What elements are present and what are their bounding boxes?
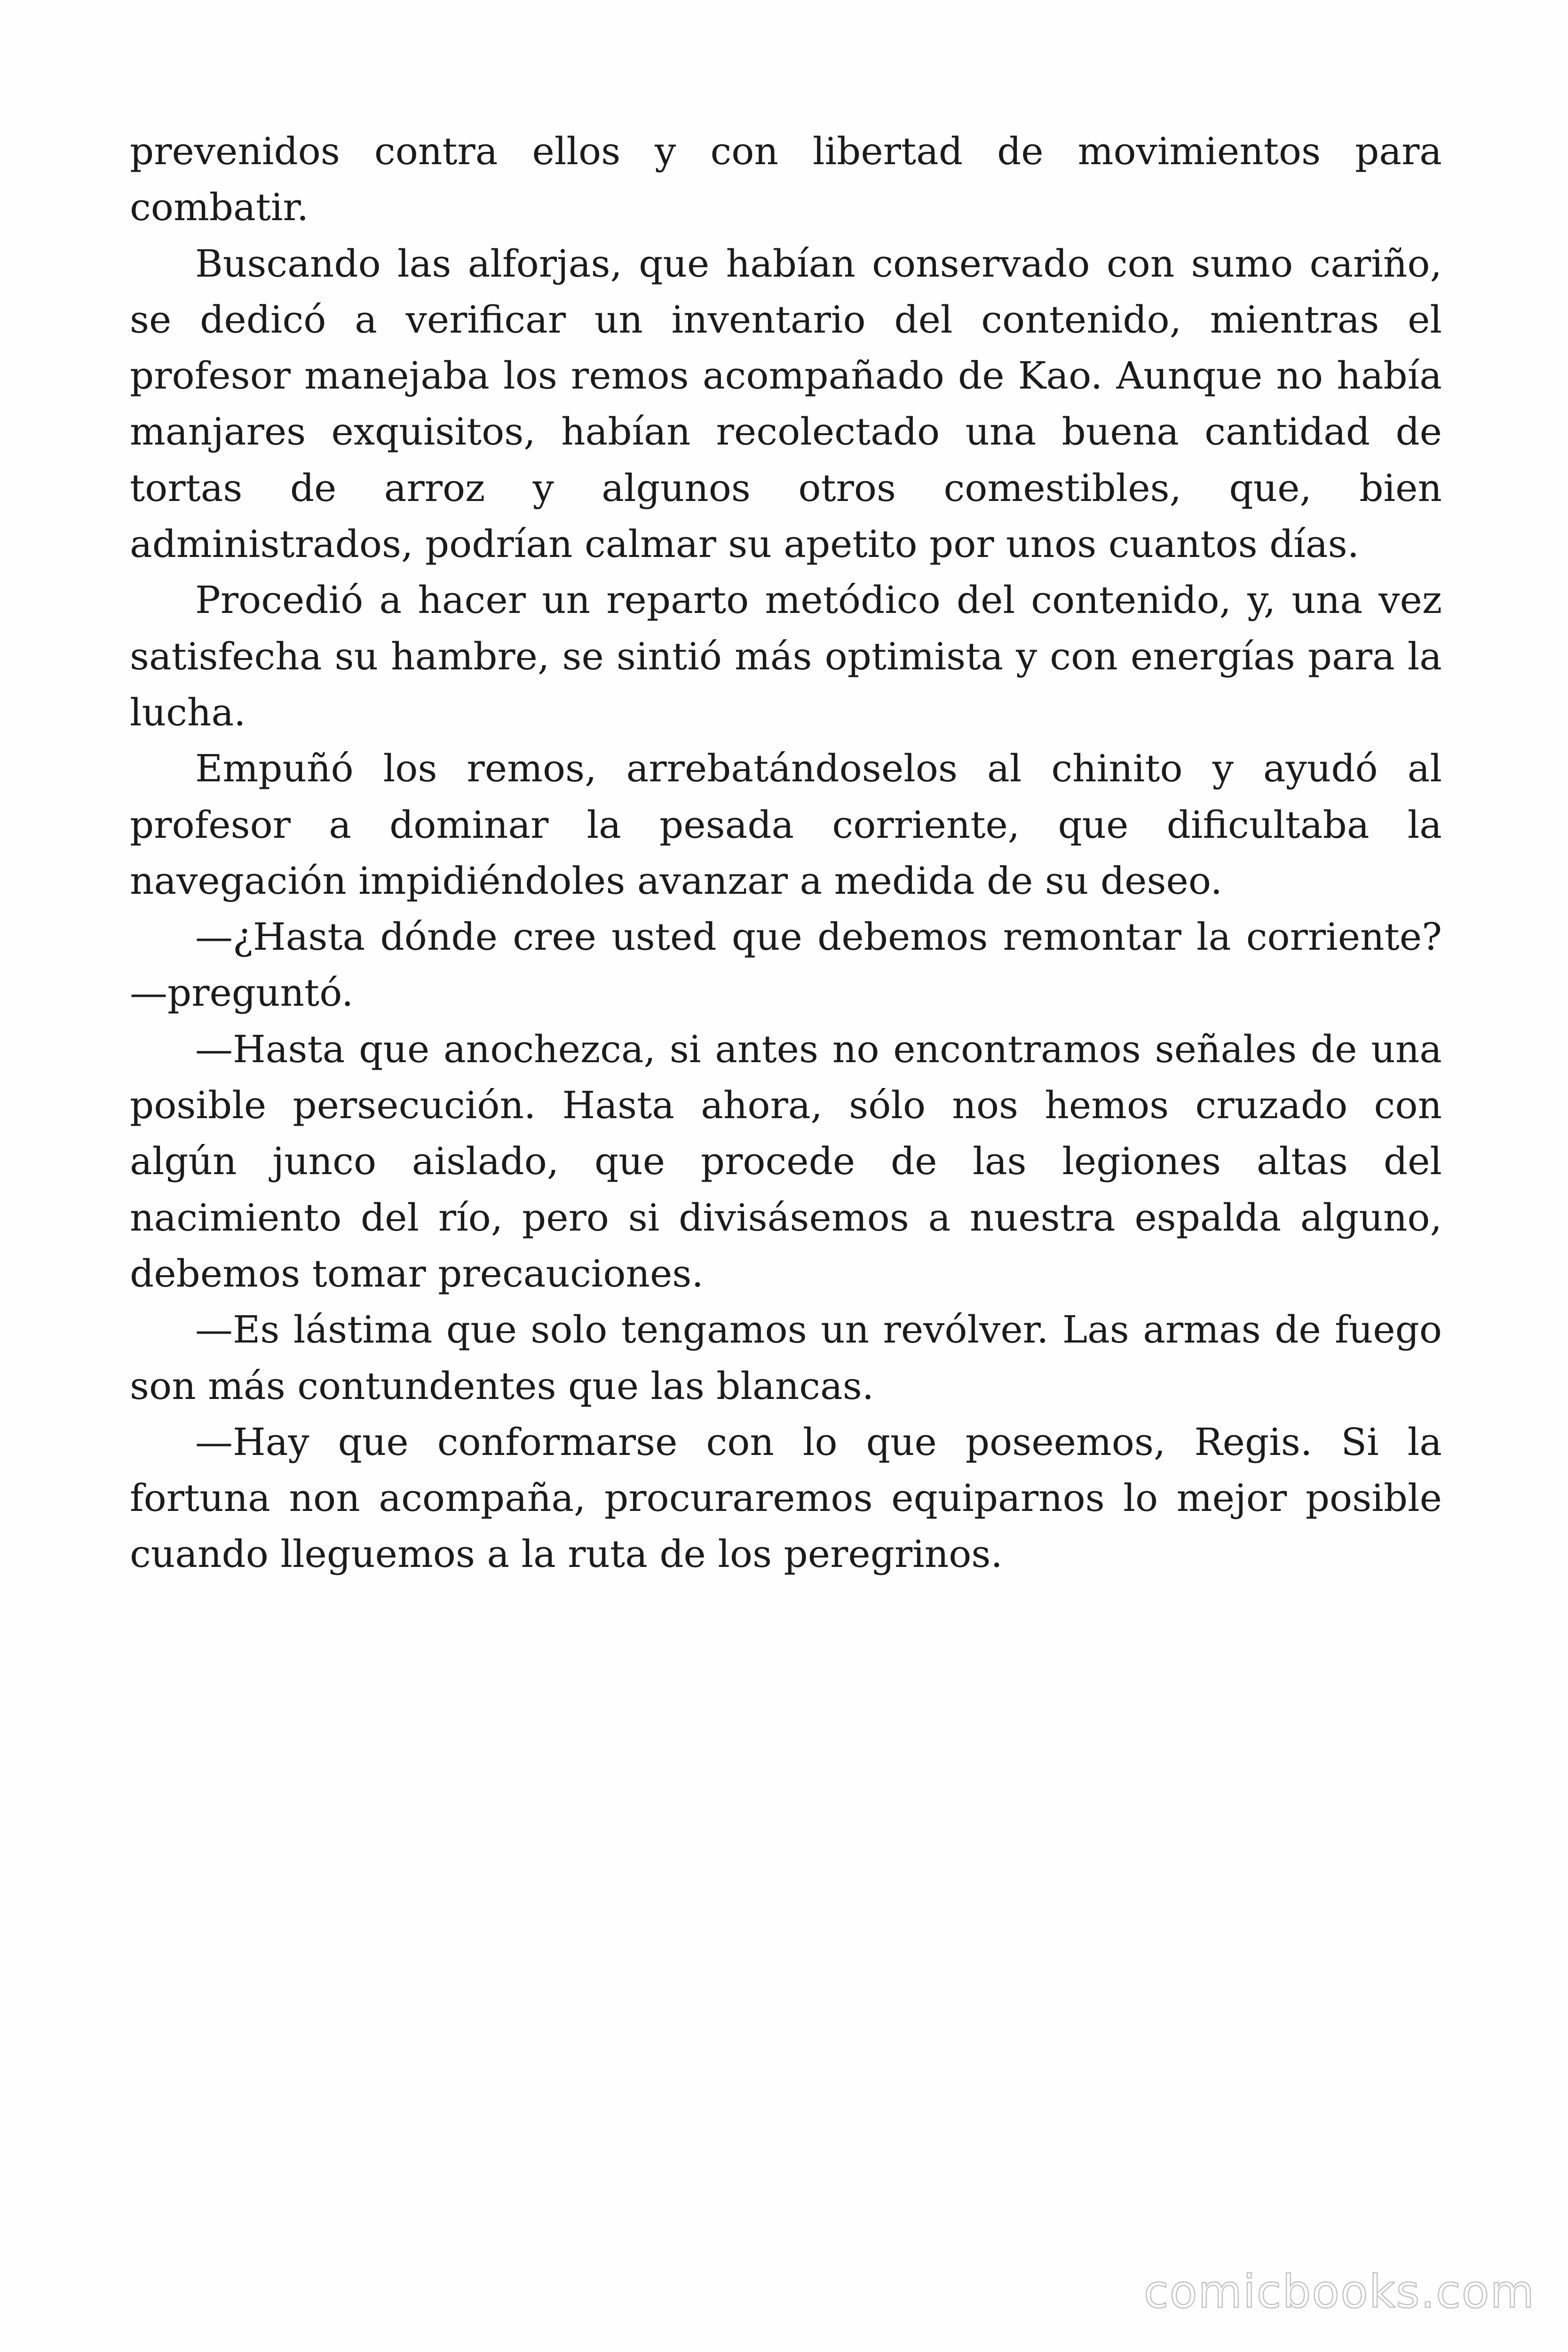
watermark: comicbooks.com	[1143, 2265, 1535, 2318]
paragraph: Buscando las alforjas, que habían conservado con sumo cariño, se dedicó a verificar un inventario del contenido, mientras el profesor manejaba los remos acompañado de Kao. Aunque no había manjares exquisitos, habían recolectado una buena cantidad de tortas de arroz y algunos otros comestibles, que, bien administrados, podrían calmar su apetito por unos cuantos días.	[130, 241, 1442, 566]
body-text	[130, 123, 1442, 1582]
paragraph: Procedió a hacer un reparto metódico del contenido, y, una vez satisfecha su hambre, se sintió más optimista y con energías para la lucha.	[130, 578, 1442, 734]
paragraph: —Hasta que anochezca, si antes no encontramos señales de una posible persecución. Hasta ahora, sólo nos hemos cruzado con algún junco aislado, que procede de las legiones altas del nacimiento del río, pero si divisásemos a nuestra espalda alguno, debemos tomar precauciones.	[130, 1027, 1442, 1295]
paragraph: —Hay que conformarse con lo que poseemos, Regis. Si la fortuna non acompaña, procuraremos equiparnos lo mejor posible cuando lleguemos a la ruta de los peregrinos.	[130, 1420, 1442, 1576]
paragraph: —¿Hasta dónde cree usted que debemos remontar la corriente? —preguntó.	[130, 915, 1442, 1015]
paragraph: Empuñó los remos, arrebatándoselos al chinito y ayudó al profesor a dominar la pesada corriente, que dificultaba la navegación impidiéndoles avanzar a medida de su deseo.	[130, 747, 1442, 903]
paragraph: prevenidos contra ellos y con libertad de movimientos para combatir.	[130, 129, 1442, 230]
paragraph: —Es lástima que solo tengamos un revólver. Las armas de fuego son más contundentes que las blancas.	[130, 1308, 1442, 1408]
